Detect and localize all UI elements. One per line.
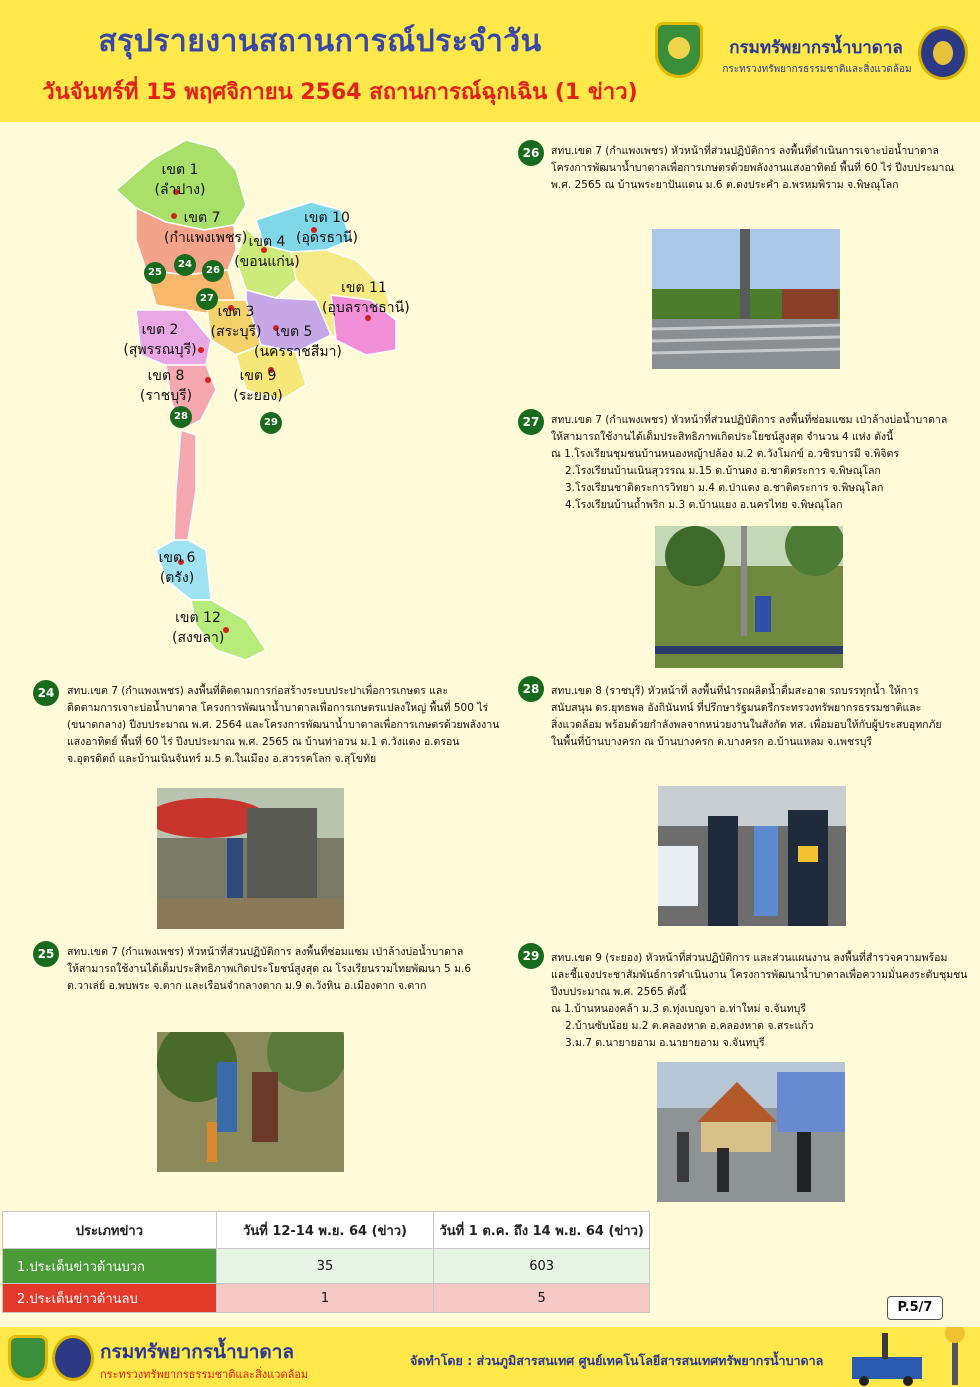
- footer-credit: จัดทำโดย : ส่วนภูมิสารสนเทศ ศูนย์เทคโนโลยีสารสนเทศทรัพยากรน้ำบาดาล: [410, 1353, 824, 1368]
- table-header: วันที่ 12-14 พ.ย. 64 (ข่าว): [216, 1212, 434, 1249]
- news-item-24: สทบ.เขต 7 (กำแพงเพชร) ลงพื้นที่ติดตามการก่อสร้างระบบประปาเพื่อการเกษตร และ ติดตามการเจาะบ่อน้ำบาดาล โครงการพัฒนาน้ำบาดาลเพื่อการเกษตรแปลงใหญ่ พื้นที่ 500 ไร่ (ขนาดกลาง) ปีงบประมาณ พ.ศ. 2564 และโครงการพัฒนาน้ำบาดาลเพื่อการเกษตรด้วยพลังงาน แสงอาทิตย์ พื้นที่ 60 ไร่ ปีงบประมาณ พ.ศ. 2565 ณ บ้านท่าอวน ม.1 ต.วังแดง อ.ตรอน จ.อุตรดิตถ์ และบ้านเนินจันทร์ ม.5 ต.ในเมือง อ.สวรรคโลก จ.สุโขทัย: [67, 685, 500, 765]
- footer-ministry-name: กระทรวงทรัพยากรธรรมชาติและสิ่งแวดล้อม: [100, 1368, 309, 1381]
- news-location-badge: 24: [174, 254, 196, 276]
- page-title: สรุปรายงานสถานการณ์ประจำวัน: [98, 24, 542, 59]
- drilling-truck-icon: [842, 1327, 980, 1387]
- news-item-25: สทบ.เขต 7 (กำแพงเพชร) หัวหน้าที่ส่วนปฏิบัติการ ลงพื้นที่ซ่อมแซม เป่าล้างบ่อน้ำบาดาล ให้สามารถใช้งานได้เต็มประสิทธิภาพเกิดประโยชน์สูงสุด ณ โรงเรียนรวมไทยพัฒนา 5 ม.6 ต.วาเล่ย์ อ.พบพระ จ.ตาก และเรือนจำกลางตาก ม.9 ต.วังหิน อ.เมืองตาก จ.ตาก: [67, 946, 472, 992]
- news-item-26: สทบ.เขต 7 (กำแพงเพชร) หัวหน้าที่ส่วนปฏิบัติการ ลงพื้นที่ดำเนินการเจาะบ่อน้ำบาดาล โครงการพัฒนาน้ำบาดาลเพื่อการเกษตรด้วยพลังงานแสงอาทิตย์ พื้นที่ 60 ไร่ ปีงบประมาณ พ.ศ. 2565 ณ บ้านพระยาปันแดน ม.6 ต.ดงประคำ อ.พรหมพิราม จ.พิษณุโลก: [551, 145, 955, 191]
- row-label: 1.ประเด็นข่าวด้านบวก: [3, 1249, 217, 1284]
- region-label: เขต 9 (ระยอง): [233, 368, 283, 404]
- news-item-28: สทบ.เขต 8 (ราชบุรี) หัวหน้าที่ ลงพื้นที่นำรถผลิตน้ำดื่มสะอาด รถบรรทุกน้ำ ให้การ สนับสนุน ดร.ยุทธพล อังกินันทน์ ที่ปรึกษารัฐมนตรีกระทรวงทรัพยากรธรรมชาติและ สิ่งแวดล้อม พร้อมด้วยกำลังพลจากหน่วยงานในสังกัด ทส. เพื่อมอบให้กับผู้ประสบอุทกภัย ในพื้นที่บ้านบางครก ณ บ้านบางครก ต.บางครก อ.บ้านแหลม จ.เพชรบุรี: [551, 685, 942, 748]
- region-label: เขต 5 (นครราชสีมา): [254, 324, 342, 360]
- region-label: เขต 12 (สงขลา): [172, 610, 225, 646]
- page-subtitle: วันจันทร์ที่ 15 พฤศจิกายน 2564 สถานการณ์ฉุกเฉิน (1 ข่าว): [42, 80, 638, 105]
- table-row: [3, 1249, 650, 1284]
- news-item-29: สทบ.เขต 9 (ระยอง) หัวหน้าที่ส่วนปฏิบัติการ และส่วนแผนงาน ลงพื้นที่สำรวจความพร้อม และชี้แจงประชาสัมพันธ์การดำเนินงาน โครงการพัฒนาน้ำบาดาลเพื่อความมั่นคงระดับชุมชน ปีงบประมาณ พ.ศ. 2565 ดังนี้ ณ 1.บ้านหนองคล้า ม.3 ต.ทุ่งเบญจา อ.ท่าใหม่ จ.จันทบุรี 2.บ้านซับน้อย ม.2 ต.คลองหาด อ.คลองหาด จ.สระแก้ว 3.ม.7 ต.นายายอาม อ.นายายอาม จ.จันทบุรี: [551, 952, 968, 1049]
- region-label: เขต 1 (ลำปาง): [154, 162, 206, 198]
- footer-department-name: กรมทรัพยากรน้ำบาดาล: [100, 1341, 295, 1363]
- ministry-name: กระทรวงทรัพยากรธรรมชาติและสิ่งแวดล้อม: [722, 64, 912, 75]
- region-label: เขต 7 (กำแพงเพชร): [164, 210, 248, 246]
- news-number-badge: 25: [33, 941, 59, 967]
- news-number-badge: 29: [518, 943, 544, 969]
- news-location-badge: 28: [170, 406, 192, 428]
- news-item-27: สทบ.เขต 7 (กำแพงเพชร) หัวหน้าที่ส่วนปฏิบัติการ ลงพื้นที่ซ่อมแซม เป่าล้างบ่อน้ำบาดาล ให้สามารถใช้งานได้เต็มประสิทธิภาพเกิดประโยชน์สูงสุด จำนวน 4 แห่ง ดังนี้ ณ 1.โรงเรียนชุมชนบ้านหนองหญ้าปล้อง ม.2 ต.วังโมกข์ อ.วชิรบารมี จ.พิจิตร 2.โรงเรียนบ้านเนินสุวรรณ ม.15 ต.บ้านดง อ.ชาติตระการ จ.พิษณุโลก 3.โรงเรียนชาติตระการวิทยา ม.4 ต.ป่าแดง อ.ชาติตระการ จ.พิษณุโลก 4.โรงเรียนบ้านถ้ำพริก ม.3 ต.บ้านแยง อ.นครไทย จ.พิษณุโลก: [551, 414, 948, 511]
- news-location-badge: 26: [202, 260, 224, 282]
- header: [0, 0, 980, 122]
- news-summary-table: [2, 1211, 650, 1313]
- department-seal-icon: [8, 1335, 48, 1381]
- row-value: 5: [434, 1284, 650, 1313]
- department-name: กรมทรัพยากรน้ำบาดาล: [729, 38, 903, 58]
- thailand-region-map: [96, 130, 416, 670]
- row-value: 35: [216, 1249, 434, 1284]
- footer: [0, 1327, 980, 1387]
- news-number-badge: 26: [518, 140, 544, 166]
- region-label: เขต 10 (อุดรธานี): [296, 210, 358, 246]
- table-header: วันที่ 1 ต.ค. ถึง 14 พ.ย. 64 (ข่าว): [434, 1212, 650, 1249]
- row-value: 603: [434, 1249, 650, 1284]
- table-row: [3, 1284, 650, 1313]
- region-label: เขต 11 (อุบลราชธานี): [322, 280, 410, 316]
- news-25-photo: [157, 1032, 344, 1172]
- table-header: ประเภทข่าว: [3, 1212, 217, 1249]
- news-number-badge: 28: [518, 676, 544, 702]
- ministry-seal-icon: [918, 26, 968, 80]
- news-29-photo: [657, 1062, 845, 1202]
- news-number-badge: 24: [33, 680, 59, 706]
- region-label: เขต 3 (สระบุรี): [210, 304, 262, 340]
- region-label: เขต 8 (ราชบุรี): [139, 368, 193, 404]
- news-24-photo: [157, 788, 344, 929]
- news-number-badge: 27: [518, 409, 544, 435]
- news-26-photo: [652, 229, 840, 369]
- news-27-photo: [655, 526, 843, 668]
- news-location-badge: 25: [144, 262, 166, 284]
- row-label: 2.ประเด็นข่าวด้านลบ: [3, 1284, 217, 1313]
- ministry-seal-icon: [52, 1335, 94, 1381]
- region-label: เขต 2 (สุพรรณบุรี): [123, 322, 197, 358]
- department-seal-icon: [655, 22, 703, 78]
- region-label: เขต 6 (ตรัง): [158, 550, 196, 586]
- page-number: P.5/7: [887, 1296, 943, 1320]
- news-location-badge: 29: [260, 412, 282, 434]
- region-label: เขต 4 (ขอนแก่น): [234, 234, 300, 270]
- row-value: 1: [216, 1284, 434, 1313]
- news-location-badge: 27: [196, 288, 218, 310]
- news-28-photo: [658, 786, 846, 926]
